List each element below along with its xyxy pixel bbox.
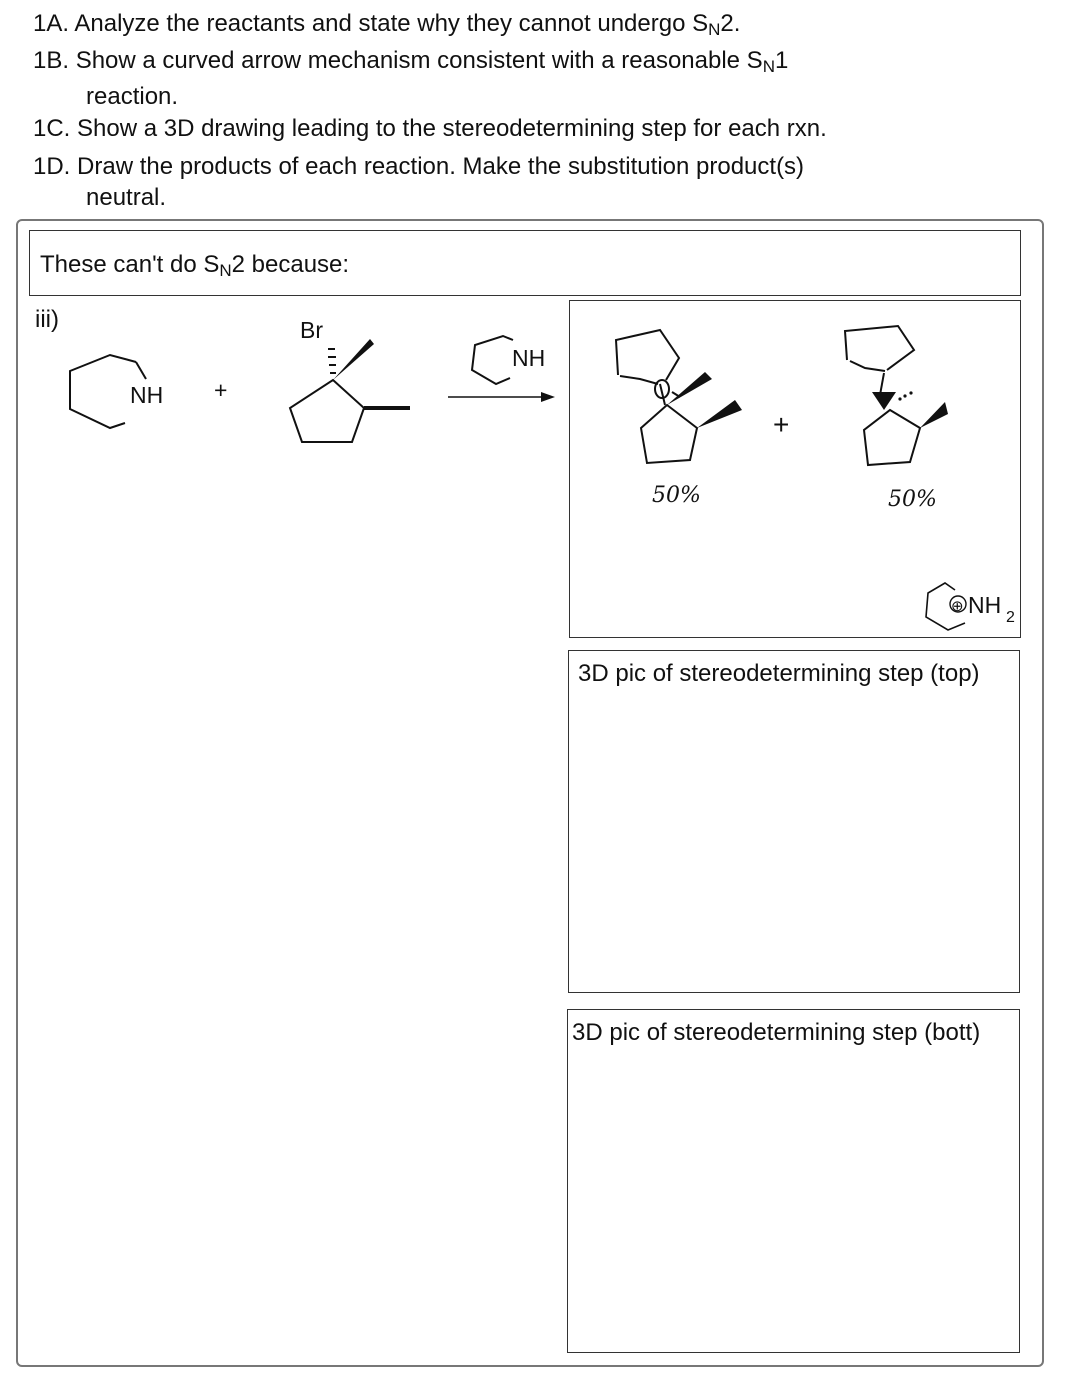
question-1d: 1D. Draw the products of each reaction. Make the substitution product(s) xyxy=(33,153,805,180)
reactant-plus-sign: + xyxy=(214,377,228,403)
product-1 xyxy=(616,330,697,463)
stereo-top-label: 3D pic of stereodetermining step (top) xyxy=(578,660,980,687)
question-1a-subscript: N xyxy=(708,20,721,39)
question-1c: 1C. Show a 3D drawing leading to the stereodetermining step for each rxn. xyxy=(33,115,827,142)
product-1-yield: 50% xyxy=(652,483,701,508)
products-plus-sign: + xyxy=(773,409,790,440)
product-1-stereo-bonds xyxy=(667,372,742,428)
product-2-yield: 50% xyxy=(888,487,937,512)
question-1a-suffix: 2. xyxy=(720,10,741,37)
reason-label-suffix: 2 because: xyxy=(231,251,350,278)
nh2-label: NH xyxy=(968,592,1002,618)
stereo-bottom-label: 3D pic of stereodetermining step (bott) xyxy=(572,1019,981,1046)
stereo-top-box[interactable] xyxy=(568,650,1020,993)
stereo-bottom-box[interactable] xyxy=(567,1009,1020,1353)
bromine-label: Br xyxy=(300,317,323,343)
pyrrolidine-nh-label: NH xyxy=(130,382,164,408)
nh2-subscript: 2 xyxy=(1006,609,1015,626)
pyrrolidinium-byproduct xyxy=(926,583,1015,630)
question-1a-text: 1A. Analyze the reactants and state why they cannot undergo S xyxy=(33,10,709,37)
question-1b-suffix: 1 xyxy=(774,47,789,74)
positive-charge-label: ⊕ xyxy=(951,598,964,615)
reason-label-text: These can't do S xyxy=(40,251,220,278)
question-1b-subscript: N xyxy=(762,57,775,76)
question-1b-text: 1B. Show a curved arrow mechanism consistent with a reasonable S xyxy=(33,47,763,74)
part-label: iii) xyxy=(35,306,59,333)
question-1d-continuation: neutral. xyxy=(86,184,167,211)
reason-label-subscript: N xyxy=(219,261,232,280)
reagent-nh-label: NH xyxy=(512,345,546,371)
question-1b-continuation: reaction. xyxy=(86,83,179,110)
